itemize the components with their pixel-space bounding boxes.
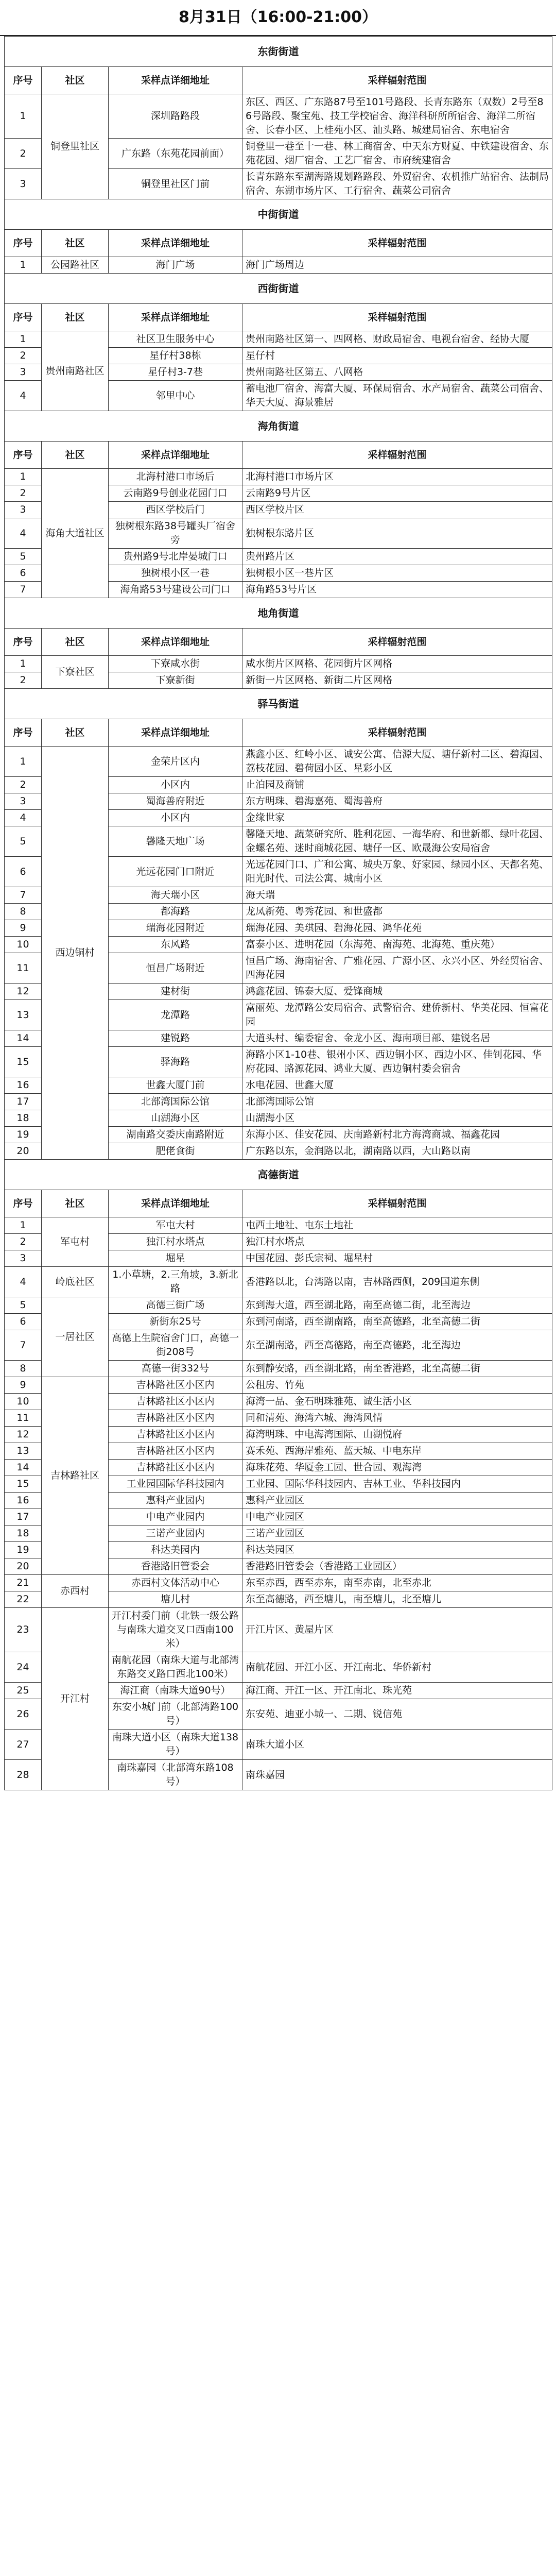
row-number: 15 <box>5 1476 42 1493</box>
area-cell: 富泰小区、进明花园（东海苑、南海苑、北海苑、重庆苑） <box>242 937 552 953</box>
row-number: 7 <box>5 582 42 598</box>
row-number: 9 <box>5 920 42 937</box>
area-cell: 惠科产业园区 <box>242 1493 552 1509</box>
street-name: 地角街道 <box>5 598 552 629</box>
area-cell: 燕鑫小区、红岭小区、诚安公寓、信源大厦、塘仔新村二区、碧海园、荔枝花园、碧荷园小区、星彩小区 <box>242 747 552 777</box>
address-cell: 贵州路9号北岸晏城门口 <box>109 549 242 565</box>
address-cell: 都海路 <box>109 904 242 920</box>
address-cell: 独江村水塔点 <box>109 1234 242 1250</box>
address-cell: 社区卫生服务中心 <box>109 331 242 348</box>
area-cell: 馨隆天地、蔬菜研究所、胜利花园、一海华府、和世新都、绿叶花园、金螺名苑、迷时商城花园、塘仔一区、欧晟海公安局宿舍 <box>242 826 552 857</box>
area-cell: 咸水街片区网格、花园街片区网格 <box>242 656 552 672</box>
column-header: 社区 <box>42 629 109 656</box>
row-number: 8 <box>5 1361 42 1377</box>
row-number: 6 <box>5 565 42 582</box>
column-header: 采样点详细地址 <box>109 1190 242 1217</box>
area-cell: 东到海大道，西至湖北路，南至高德二街，北至海边 <box>242 1297 552 1314</box>
address-cell: 建材街 <box>109 984 242 1000</box>
address-cell: 吉林路社区小区内 <box>109 1377 242 1394</box>
area-cell: 海珠花苑、华厦金工园、世合园、观海湾 <box>242 1460 552 1476</box>
row-number: 2 <box>5 1234 42 1250</box>
row-number: 6 <box>5 1314 42 1330</box>
row-number: 13 <box>5 1000 42 1030</box>
street-name: 东街街道 <box>5 37 552 67</box>
community-cell: 赤西村 <box>42 1575 109 1608</box>
area-cell: 工业园、国际华科技园内、吉林工业、华科技园内 <box>242 1476 552 1493</box>
area-cell: 星仔村 <box>242 348 552 364</box>
row-number: 4 <box>5 518 42 549</box>
address-cell: 小区内 <box>109 810 242 826</box>
address-cell: 吉林路社区小区内 <box>109 1427 242 1443</box>
table-row <box>5 1608 552 1652</box>
row-number: 12 <box>5 984 42 1000</box>
table-row <box>5 1377 552 1394</box>
area-cell: 东至赤西，西至赤东，南至赤南，北至赤北 <box>242 1575 552 1591</box>
row-number: 1 <box>5 331 42 348</box>
table-row <box>5 1217 552 1234</box>
row-number: 13 <box>5 1443 42 1460</box>
row-number: 12 <box>5 1427 42 1443</box>
column-header: 采样点详细地址 <box>109 67 242 94</box>
table-row <box>5 747 552 777</box>
row-number: 1 <box>5 257 42 274</box>
area-cell: 开江片区、黄屋片区 <box>242 1608 552 1652</box>
column-header: 社区 <box>42 230 109 257</box>
address-cell: 赤西村文体活动中心 <box>109 1575 242 1591</box>
row-number: 3 <box>5 793 42 810</box>
column-header: 采样辐射范围 <box>242 719 552 747</box>
address-cell: 湖南路交委庆南路附近 <box>109 1127 242 1143</box>
address-cell: 金荣片区内 <box>109 747 242 777</box>
column-header: 采样辐射范围 <box>242 67 552 94</box>
area-cell: 恒昌广场、海南宿舍、广雅花园、广源小区、永兴小区、外经贸宿舍、四海花园 <box>242 953 552 984</box>
area-cell: 东海小区、佳安花园、庆南路新村北方海湾商城、福鑫花园 <box>242 1127 552 1143</box>
area-cell: 海角路53号片区 <box>242 582 552 598</box>
table-row <box>5 656 552 672</box>
address-cell: 世鑫大厦门前 <box>109 1077 242 1094</box>
address-cell: 香港路旧管委会 <box>109 1558 242 1575</box>
area-cell: 龙凤新苑、粤秀花园、和世盛都 <box>242 904 552 920</box>
address-cell: 星仔村38栋 <box>109 348 242 364</box>
address-cell: 南珠嘉园（北部湾东路108号） <box>109 1760 242 1790</box>
column-header: 序号 <box>5 230 42 257</box>
address-cell: 云南路9号创业花园门口 <box>109 485 242 502</box>
row-number: 15 <box>5 1047 42 1077</box>
row-number: 1 <box>5 469 42 485</box>
row-number: 25 <box>5 1683 42 1699</box>
column-header-row <box>5 719 552 747</box>
row-number: 18 <box>5 1526 42 1542</box>
area-cell: 北海村港口市场片区 <box>242 469 552 485</box>
area-cell: 海湾一品、金石明珠雅苑、诚生活小区 <box>242 1394 552 1410</box>
community-cell: 公园路社区 <box>42 257 109 274</box>
community-cell: 贵州南路社区 <box>42 331 109 411</box>
row-number: 8 <box>5 904 42 920</box>
column-header: 采样辐射范围 <box>242 304 552 331</box>
column-header: 采样辐射范围 <box>242 629 552 656</box>
area-cell: 公租房、竹苑 <box>242 1377 552 1394</box>
address-cell: 海门广场 <box>109 257 242 274</box>
address-cell: 军屯大村 <box>109 1217 242 1234</box>
street-header-row <box>5 37 552 67</box>
row-number: 24 <box>5 1652 42 1683</box>
row-number: 5 <box>5 826 42 857</box>
area-cell: 同和清苑、海湾六城、海湾风情 <box>242 1410 552 1427</box>
table-row <box>5 1267 552 1297</box>
row-number: 3 <box>5 1250 42 1267</box>
column-header: 序号 <box>5 629 42 656</box>
address-cell: 高德三街广场 <box>109 1297 242 1314</box>
area-cell: 东到静安路，西至湖北路，南至香港路，北至高德二街 <box>242 1361 552 1377</box>
row-number: 17 <box>5 1509 42 1526</box>
community-cell: 下寮社区 <box>42 656 109 689</box>
area-cell: 南航花园、开江小区、开江南北、华侨新村 <box>242 1652 552 1683</box>
row-number: 7 <box>5 1330 42 1361</box>
area-cell: 止泊园及商铺 <box>242 777 552 793</box>
address-cell: 吉林路社区小区内 <box>109 1410 242 1427</box>
row-number: 16 <box>5 1493 42 1509</box>
street-header-row <box>5 1160 552 1190</box>
street-header-row <box>5 199 552 230</box>
community-cell: 铜登里社区 <box>42 94 109 199</box>
column-header: 采样点详细地址 <box>109 304 242 331</box>
area-cell: 鸿鑫花园、锦泰大厦、爱锋商城 <box>242 984 552 1000</box>
address-cell: 海江商（南珠大道90号） <box>109 1683 242 1699</box>
row-number: 28 <box>5 1760 42 1790</box>
area-cell: 东至湖南路，西至高德路，南至高德路，北至海边 <box>242 1330 552 1361</box>
page-title: 8月31日（16:00-21:00） <box>0 0 556 36</box>
address-cell: 瑞海花园附近 <box>109 920 242 937</box>
area-cell: 东至高德路，西至塘儿，南至塘儿，北至塘儿 <box>242 1591 552 1608</box>
area-cell: 富丽苑、龙潭路公安局宿舍、武警宿舍、建侨新村、华美花园、恒富花园 <box>242 1000 552 1030</box>
address-cell: 北海村港口市场后 <box>109 469 242 485</box>
row-number: 1 <box>5 94 42 139</box>
table-row <box>5 1575 552 1591</box>
area-cell: 东安苑、迪亚小城一、二期、锐信苑 <box>242 1699 552 1730</box>
area-cell: 铜登里一巷至十一巷、林工商宿舍、中天东方财夏、中铁建设宿舍、东苑花园、烟厂宿舍、工艺厂宿舍、市府统建宿舍 <box>242 139 552 169</box>
row-number: 16 <box>5 1077 42 1094</box>
area-cell: 瑞海花园、美琪园、碧海花园、鸿华花苑 <box>242 920 552 937</box>
row-number: 19 <box>5 1127 42 1143</box>
street-header-row <box>5 689 552 719</box>
address-cell: 南航花园（南珠大道与北部湾东路交叉路口西北100米） <box>109 1652 242 1683</box>
address-cell: 惠科产业园内 <box>109 1493 242 1509</box>
column-header: 社区 <box>42 719 109 747</box>
area-cell: 云南路9号片区 <box>242 485 552 502</box>
address-cell: 光远花园门口附近 <box>109 857 242 887</box>
column-header: 序号 <box>5 304 42 331</box>
row-number: 20 <box>5 1558 42 1575</box>
row-number: 7 <box>5 887 42 904</box>
community-cell: 军屯村 <box>42 1217 109 1267</box>
row-number: 10 <box>5 937 42 953</box>
table-row <box>5 469 552 485</box>
address-cell: 科达美园内 <box>109 1542 242 1558</box>
area-cell: 新街一片区网格、新街二片区网格 <box>242 672 552 689</box>
community-cell: 海角大道社区 <box>42 469 109 598</box>
address-cell: 铜登里社区门前 <box>109 169 242 199</box>
row-number: 1 <box>5 747 42 777</box>
table-row <box>5 1297 552 1314</box>
column-header-row <box>5 629 552 656</box>
address-cell: 肥佬食街 <box>109 1143 242 1160</box>
row-number: 2 <box>5 139 42 169</box>
column-header: 采样辐射范围 <box>242 1190 552 1217</box>
address-cell: 高德一街332号 <box>109 1361 242 1377</box>
column-header: 采样点详细地址 <box>109 719 242 747</box>
row-number: 14 <box>5 1030 42 1047</box>
row-number: 23 <box>5 1608 42 1652</box>
address-cell: 深圳路路段 <box>109 94 242 139</box>
column-header: 采样点详细地址 <box>109 442 242 469</box>
area-cell: 海湾明珠、中电海湾国际、山湖悦府 <box>242 1427 552 1443</box>
area-cell: 东区、西区、广东路87号至101号路段、长青东路东（双数）2号至86号路段、聚宝苑、技工学校宿舍、海洋科研所所宿舍、海洋二所宿舍、长春小区、上桂苑小区、汕头路、城建局宿舍、东电宿舍 <box>242 94 552 139</box>
area-cell: 贵州南路社区第五、八网格 <box>242 364 552 381</box>
address-cell: 龙潭路 <box>109 1000 242 1030</box>
column-header-row <box>5 67 552 94</box>
row-number: 26 <box>5 1699 42 1730</box>
column-header: 序号 <box>5 67 42 94</box>
area-cell: 独树根小区一巷片区 <box>242 565 552 582</box>
address-cell: 吉林路社区小区内 <box>109 1460 242 1476</box>
column-header-row <box>5 304 552 331</box>
column-header: 社区 <box>42 304 109 331</box>
row-number: 5 <box>5 549 42 565</box>
table-body <box>5 37 552 1790</box>
area-cell: 中电产业园区 <box>242 1509 552 1526</box>
column-header: 序号 <box>5 719 42 747</box>
area-cell: 贵州南路社区第一、四网格、财政局宿舍、电视台宿舍、经协大厦 <box>242 331 552 348</box>
address-cell: 堀星 <box>109 1250 242 1267</box>
address-cell: 建锐路 <box>109 1030 242 1047</box>
row-number: 2 <box>5 672 42 689</box>
row-number: 14 <box>5 1460 42 1476</box>
column-header: 采样点详细地址 <box>109 230 242 257</box>
area-cell: 南珠嘉园 <box>242 1760 552 1790</box>
community-cell: 一居社区 <box>42 1297 109 1377</box>
column-header: 序号 <box>5 1190 42 1217</box>
row-number: 4 <box>5 1267 42 1297</box>
address-cell: 星仔村3-7巷 <box>109 364 242 381</box>
street-name: 驿马街道 <box>5 689 552 719</box>
column-header-row <box>5 230 552 257</box>
address-cell: 高德上生院宿舍门口，高德一街208号 <box>109 1330 242 1361</box>
address-cell: 1.小草塘，2.三角坡，3.新北路 <box>109 1267 242 1297</box>
address-cell: 独树根东路38号罐头厂宿舍旁 <box>109 518 242 549</box>
area-cell: 海路小区1-10巷、银州小区、西边铜小区、西边小区、佳钊花园、华府花园、路源花园、鸿业大厦、西边铜村委会宿舍 <box>242 1047 552 1077</box>
area-cell: 大道头村、编委宿舍、金龙小区、海南项目部、建锐名居 <box>242 1030 552 1047</box>
address-cell: 开江村委门前（北铁一级公路与南珠大道交叉口西南100米） <box>109 1608 242 1652</box>
row-number: 2 <box>5 777 42 793</box>
community-cell: 西边铜村 <box>42 747 109 1160</box>
row-number: 3 <box>5 364 42 381</box>
address-cell: 北部湾国际公馆 <box>109 1094 242 1110</box>
area-cell: 北部湾国际公馆 <box>242 1094 552 1110</box>
area-cell: 山湖海小区 <box>242 1110 552 1127</box>
area-cell: 海门广场周边 <box>242 257 552 274</box>
table-row <box>5 331 552 348</box>
street-name: 中街街道 <box>5 199 552 230</box>
area-cell: 东到河南路，西至湖南路，南至高德路，北至高德二街 <box>242 1314 552 1330</box>
row-number: 10 <box>5 1394 42 1410</box>
address-cell: 吉林路社区小区内 <box>109 1443 242 1460</box>
column-header-row <box>5 1190 552 1217</box>
address-cell: 塘儿村 <box>109 1591 242 1608</box>
address-cell: 邻里中心 <box>109 381 242 411</box>
address-cell: 海角路53号建设公司门口 <box>109 582 242 598</box>
column-header-row <box>5 442 552 469</box>
row-number: 19 <box>5 1542 42 1558</box>
street-name: 高德街道 <box>5 1160 552 1190</box>
row-number: 6 <box>5 857 42 887</box>
row-number: 18 <box>5 1110 42 1127</box>
street-header-row <box>5 411 552 442</box>
row-number: 2 <box>5 348 42 364</box>
community-cell: 吉林路社区 <box>42 1377 109 1575</box>
column-header: 社区 <box>42 442 109 469</box>
row-number: 4 <box>5 810 42 826</box>
street-name: 西街街道 <box>5 274 552 304</box>
column-header: 社区 <box>42 1190 109 1217</box>
area-cell: 光远花园门口、广和公寓、城央万象、好家园、绿园小区、天都名苑、阳光时代、司法公寓、城南小区 <box>242 857 552 887</box>
address-cell: 下寮咸水街 <box>109 656 242 672</box>
area-cell: 西区学校片区 <box>242 502 552 518</box>
row-number: 3 <box>5 169 42 199</box>
row-number: 17 <box>5 1094 42 1110</box>
address-cell: 吉林路社区小区内 <box>109 1394 242 1410</box>
column-header: 社区 <box>42 67 109 94</box>
address-cell: 山湖海小区 <box>109 1110 242 1127</box>
area-cell: 香港路旧管委会（香港路工业园区） <box>242 1558 552 1575</box>
address-cell: 工业园国际华科技园内 <box>109 1476 242 1493</box>
row-number: 27 <box>5 1730 42 1760</box>
area-cell: 三诺产业园区 <box>242 1526 552 1542</box>
area-cell: 科达美园区 <box>242 1542 552 1558</box>
area-cell: 赛禾苑、西海岸雅苑、蓝天城、中电东岸 <box>242 1443 552 1460</box>
community-cell: 岭底社区 <box>42 1267 109 1297</box>
area-cell: 中国花园、彭氏宗祠、堀星村 <box>242 1250 552 1267</box>
address-cell: 小区内 <box>109 777 242 793</box>
area-cell: 海天瑞 <box>242 887 552 904</box>
row-number: 9 <box>5 1377 42 1394</box>
row-number: 21 <box>5 1575 42 1591</box>
area-cell: 独江村水塔点 <box>242 1234 552 1250</box>
area-cell: 水电花园、世鑫大厦 <box>242 1077 552 1094</box>
address-cell: 驿海路 <box>109 1047 242 1077</box>
area-cell: 金缘世家 <box>242 810 552 826</box>
address-cell: 恒昌广场附近 <box>109 953 242 984</box>
row-number: 11 <box>5 953 42 984</box>
row-number: 1 <box>5 656 42 672</box>
street-name: 海角街道 <box>5 411 552 442</box>
column-header: 序号 <box>5 442 42 469</box>
address-cell: 海天瑞小区 <box>109 887 242 904</box>
community-cell: 开江村 <box>42 1608 109 1790</box>
address-cell: 中电产业园内 <box>109 1509 242 1526</box>
column-header: 采样点详细地址 <box>109 629 242 656</box>
row-number: 5 <box>5 1297 42 1314</box>
area-cell: 南珠大道小区 <box>242 1730 552 1760</box>
area-cell: 长青东路东至湖海路规划路路段、外贸宿舍、农机推广站宿舍、法制局宿舍、东湖市场片区、工行宿舍、蔬菜公司宿舍 <box>242 169 552 199</box>
address-cell: 馨隆天地广场 <box>109 826 242 857</box>
address-cell: 三诺产业园内 <box>109 1526 242 1542</box>
address-cell: 蜀海善府附近 <box>109 793 242 810</box>
column-header: 采样辐射范围 <box>242 230 552 257</box>
row-number: 11 <box>5 1410 42 1427</box>
area-cell: 广东路以东，金润路以北，湖南路以西，大山路以南 <box>242 1143 552 1160</box>
street-header-row <box>5 598 552 629</box>
row-number: 4 <box>5 381 42 411</box>
address-cell: 独树根小区一巷 <box>109 565 242 582</box>
address-cell: 东风路 <box>109 937 242 953</box>
area-cell: 海江商、开江一区、开江南北、珠光苑 <box>242 1683 552 1699</box>
street-header-row <box>5 274 552 304</box>
address-cell: 南珠大道小区（南珠大道138号） <box>109 1730 242 1760</box>
column-header: 采样辐射范围 <box>242 442 552 469</box>
area-cell: 香港路以北，台湾路以南，吉林路西侧，209国道东侧 <box>242 1267 552 1297</box>
table-row <box>5 257 552 274</box>
row-number: 2 <box>5 485 42 502</box>
table-row <box>5 94 552 139</box>
address-cell: 东安小城门前（北部湾路100号） <box>109 1699 242 1730</box>
row-number: 20 <box>5 1143 42 1160</box>
row-number: 3 <box>5 502 42 518</box>
address-cell: 新街东25号 <box>109 1314 242 1330</box>
address-cell: 西区学校后门 <box>109 502 242 518</box>
sampling-table <box>4 36 552 1790</box>
area-cell: 蓄电池厂宿舍、海富大厦、环保局宿舍、水产局宿舍、蔬菜公司宿舍、华天大厦、海景雅居 <box>242 381 552 411</box>
address-cell: 广东路（东苑花园前面） <box>109 139 242 169</box>
area-cell: 东方明珠、碧海嘉苑、蜀海善府 <box>242 793 552 810</box>
row-number: 22 <box>5 1591 42 1608</box>
area-cell: 屯西土地社、屯东土地社 <box>242 1217 552 1234</box>
area-cell: 贵州路片区 <box>242 549 552 565</box>
area-cell: 独树根东路片区 <box>242 518 552 549</box>
address-cell: 下寮新街 <box>109 672 242 689</box>
row-number: 1 <box>5 1217 42 1234</box>
